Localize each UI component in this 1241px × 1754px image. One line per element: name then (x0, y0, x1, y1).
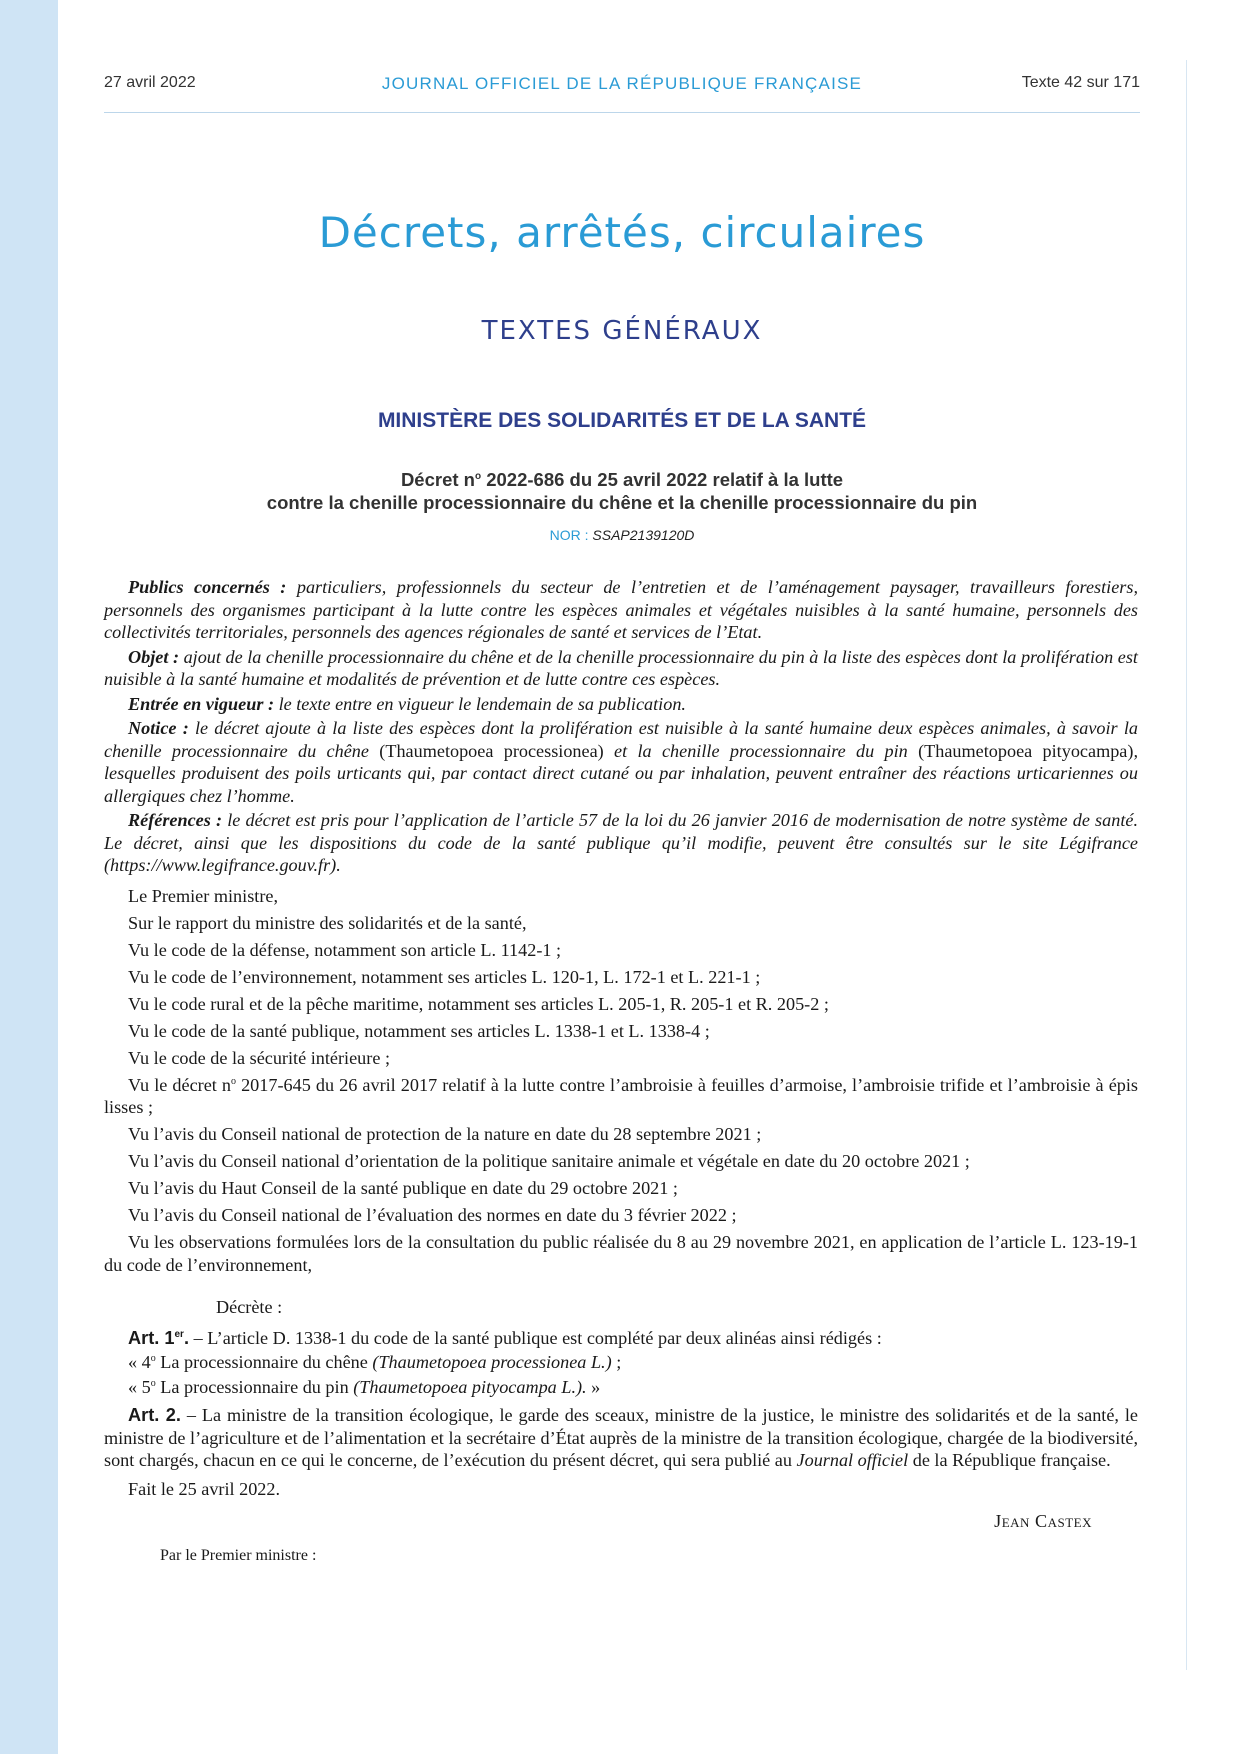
nor-label: NOR : (549, 527, 593, 543)
article-2-number: Art. 2. (128, 1405, 181, 1425)
visa-item: Vu le code de la défense, notamment son article L. 1142-1 ; (128, 939, 562, 960)
header-journal-title: JOURNAL OFFICIEL DE LA RÉPUBLIQUE FRANÇAISE (381, 74, 863, 93)
decree-body (104, 576, 1138, 1569)
decrete-label: Décrète : (216, 1297, 283, 1317)
summary-objet: Objet : ajout de la chenille processionnaire du chêne et de la chenille processionnaire du pin à la liste des espèces dont la prolifération est nuisible à la santé humaine et modalités de prévention et de lutte contre ces espèces. (104, 646, 1138, 689)
par-le-premier-ministre: Par le Premier ministre : (160, 1546, 317, 1564)
article-1: Art. 1er. – L’article D. 1338-1 du code de la santé publique est complété par deux alinéas ainsi rédigés : (128, 1327, 882, 1348)
header-date: 27 avril 2022 (104, 74, 196, 91)
visa-item: Vu l’avis du Conseil national d’orientation de la politique sanitaire animale et végétale en date du 20 octobre 2021 ; (128, 1151, 970, 1171)
visa-item: Vu le code de la santé publique, notamment ses articles L. 1338-1 et L. 1338-4 ; (128, 1020, 710, 1041)
decree-summary (104, 576, 1138, 877)
nor-reference (104, 527, 1140, 543)
summary-entree: Entrée en vigueur : le texte entre en vigueur le lendemain de sa publication. (128, 693, 686, 714)
visa-rapport: Sur le rapport du ministre des solidarités et de la santé, (128, 912, 527, 933)
visa-item: Vu le code de la sécurité intérieure ; (128, 1047, 390, 1068)
article-1-item-4: « 4$^o$ La processionnaire du chêne (Thaumetopoea processionea L.) ; (128, 1352, 622, 1372)
article-1-item-5: « 5$^o$ La processionnaire du pin (Thaumetopoea pityocampa L.). » (128, 1376, 601, 1397)
sub-title: TEXTES GÉNÉRAUX (481, 316, 763, 346)
decree-title-line1: Décret $n^o$ 2022-686 du 25 avril 2022 relatif à la lutte (400, 469, 844, 490)
left-margin-band (0, 0, 58, 1754)
visa-item: Vu le code rural et de la pêche maritime, notamment ses articles L. 205-1, R. 205-1 et R. 205-2 ; (128, 993, 829, 1014)
visas (104, 885, 1138, 1277)
header-divider (104, 112, 1140, 113)
header-text-number: Texte 42 sur 171 (1021, 74, 1140, 91)
fait-date: Fait le 25 avril 2022. (128, 1478, 281, 1499)
summary-notice: Notice : le décret ajoute à la liste des espèces dont la prolifération est nuisible à la santé humaine deux espèces animales, à savoir la chenille processionnaire du chêne (Thaumetopoea processionea) et la chenille processionnaire du pin (Thaumetopoea pityocampa), lesquelles produisent des poils urticants qui, par contact direct cutané ou par inhalation, peuvent entraîner des réactions urticariennes ou allergiques chez l’homme. (104, 718, 1138, 806)
summary-publics: Publics concernés : particuliers, professionnels du secteur de l’entretien et de l’aménagement paysager, travailleurs forestiers, personnels des organismes participant à la lutte contre les espèces animales et végétales nuisibles à la santé humaine, personnels des collectivités territoriales, personnels des agences régionales de santé et services de l’Etat. (104, 577, 1138, 642)
nor-value: SSAP2139120D (592, 527, 695, 543)
article-2: Art. 2. – La ministre de la transition écologique, le garde des sceaux, ministre de la justice, le ministre des solidarités et de la santé, le ministre de l’agriculture et de l’alimentation et la secrétaire d’État auprès de la ministre de la transition écologique, chargée de la biodiversité, sont chargés, chacun en ce qui le concerne, de l’exécution du présent décret, qui sera publié au Journal officiel de la République française. (104, 1405, 1138, 1470)
article-1-number: Art. 1er. (128, 1327, 190, 1348)
visa-item: Vu l’avis du Haut Conseil de la santé publique en date du 29 octobre 2021 ; (128, 1178, 678, 1198)
ministry-heading: MINISTÈRE DES SOLIDARITÉS ET DE LA SANTÉ (377, 409, 867, 432)
visa-item: Vu l’avis du Conseil national de protection de la nature en date du 28 septembre 2021 ; (128, 1124, 762, 1144)
signature-name: Jean Castex (994, 1511, 1092, 1531)
visa-item: Vu l’avis du Conseil national de l’évaluation des normes en date du 3 février 2022 ; (128, 1205, 737, 1225)
page-header (104, 74, 1140, 98)
decree-title (104, 468, 1140, 514)
summary-references: Références : le décret est pris pour l’application de l’article 57 de la loi du 26 janvier 2016 de modernisation de notre système de santé. Le décret, ainsi que les dispositions du code de la santé publique qu’il modifie, peuvent être consultés sur le site Légifrance (https://www.legifrance.gouv.fr). (104, 810, 1138, 875)
decree-title-line2: contre la chenille processionnaire du chêne et la chenille processionnaire du pin (266, 492, 978, 513)
right-margin-rule (1186, 60, 1187, 1670)
visa-item: Vu le code de l’environnement, notamment ses articles L. 120-1, L. 172-1 et L. 221-1 ; (128, 966, 761, 987)
visa-premier-ministre: Le Premier ministre, (128, 885, 279, 906)
section-title: Décrets, arrêtés, circulaires (318, 208, 926, 257)
visa-item: Vu le décret $n^o$ 2017-645 du 26 avril 2017 relatif à la lutte contre l’ambroisie à feuilles d’armoise, l’ambroisie trifide et l’ambroisie à épis lisses ; (104, 1074, 1138, 1117)
visa-item: Vu les observations formulées lors de la consultation du public réalisée du 8 au 29 novembre 2021, en application de l’article L. 123-19-1 du code de l’environnement, (104, 1232, 1138, 1275)
